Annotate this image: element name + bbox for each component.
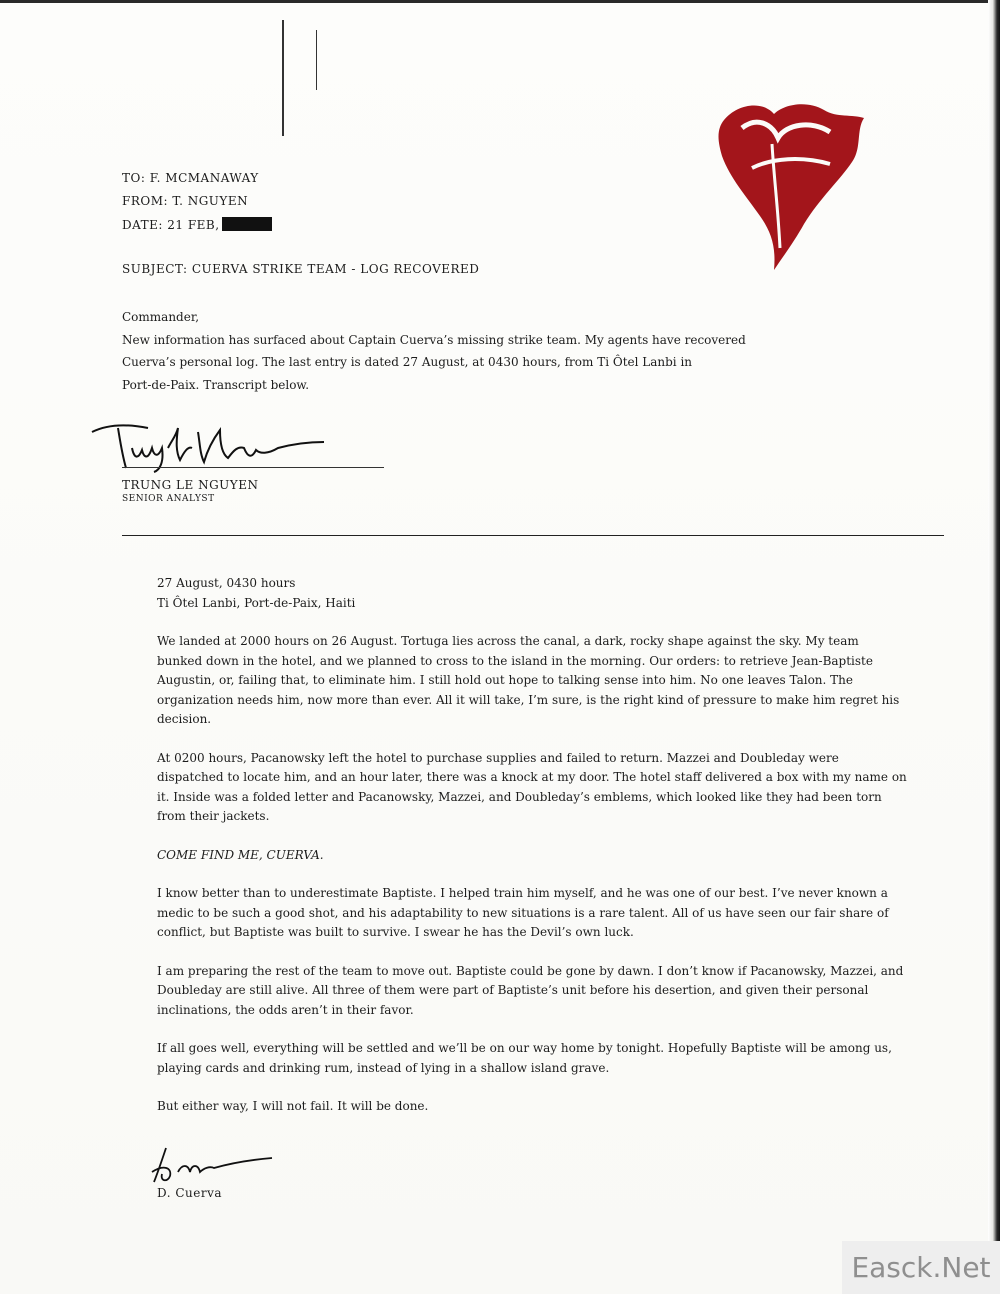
log-paragraph: But either way, I will not fail. It will be done. <box>157 1099 429 1113</box>
memo-body-line: New information has surfaced about Captain Cuerva’s missing strike team. My agents have recovered <box>122 332 746 347</box>
talon-emblem-icon <box>712 98 872 273</box>
memo-body <box>122 306 822 396</box>
nguyen-signature <box>88 418 328 474</box>
log-transcript <box>157 574 907 1117</box>
log-paragraph: I know better than to underestimate Baptiste. I helped train him myself, and he was one of our best. I’ve never known a medic to be such a good shot, and his adaptability to new situations is a rare talent. All of us have seen our fair share of conflict, but Baptiste was built to survive. I swear he has the Devil’s own luck. <box>157 886 889 939</box>
log-paragraph: I am preparing the rest of the team to move out. Baptiste could be gone by dawn. I don’t know if Pacanowsky, Mazzei, and Doubleday are still alive. All three of them were part of Baptiste’s unit before his desertion, and given their personal inclinations, the odds aren’t in their favor. <box>157 963 904 1017</box>
log-paragraph: At 0200 hours, Pacanowsky left the hotel to purchase supplies and failed to return. Mazzei and Doubleday were dispatched to locate him, and an hour later, there was a knock at my door. The hotel staff delivered a box with my name on it. Inside was a folded letter and Pacanowsky, Mazzei, and Doubleday’s emblems, which looked like they had been torn from their jackets. <box>157 750 907 823</box>
memo-body-line: Cuerva’s personal log. The last entry is dated 27 August, at 0430 hours, from Ti Ôtel Lanbi in <box>122 355 693 369</box>
signature-line <box>122 467 384 468</box>
memo-salutation: Commander, <box>122 310 200 324</box>
memo-body-line: Port-de-Paix. Transcript below. <box>122 377 310 392</box>
log-location: Ti Ôtel Lanbi, Port-de-Paix, Haiti <box>157 595 356 610</box>
cuerva-signature <box>148 1138 278 1186</box>
log-signer: D. Cuerva <box>157 1186 223 1200</box>
memo-subject: SUBJECT: CUERVA STRIKE TEAM - LOG RECOVERED <box>122 262 480 276</box>
watermark: Easck.Net <box>842 1241 1000 1294</box>
log-paragraph: If all goes well, everything will be settled and we’ll be on our way home by tonight. Hopefully Baptiste will be among us, playing cards and drinking rum, instead of lying in a shallow island grave. <box>157 1041 892 1075</box>
staple-mark <box>282 20 284 136</box>
memo-date-row <box>122 217 272 232</box>
section-divider <box>122 535 944 536</box>
scan-right-edge <box>988 0 1000 1294</box>
redaction-block <box>222 217 272 231</box>
memo-date: DATE: 21 FEB, <box>122 218 220 232</box>
staple-mark <box>316 30 317 90</box>
signer-title: SENIOR ANALYST <box>122 494 215 504</box>
log-paragraph-quote: COME FIND ME, CUERVA. <box>157 847 324 862</box>
log-date: 27 August, 0430 hours <box>157 576 296 590</box>
scan-top-edge <box>0 0 1000 3</box>
memo-from: FROM: T. NGUYEN <box>122 194 249 208</box>
memo-to: TO: F. MCMANAWAY <box>122 171 259 185</box>
log-paragraph: We landed at 2000 hours on 26 August. Tortuga lies across the canal, a dark, rocky shape against the sky. My team bunked down in the hotel, and we planned to cross to the island in the morning. Our orders: to retrieve Jean-Baptiste Augustin, or, failing that, to eliminate him. I still hold out hope to talking sense into him. No one leaves Talon. The organization needs him, now more than ever. All it will take, I’m sure, is the right kind of pressure to make him regret his decision. <box>157 634 900 726</box>
signer-name: TRUNG LE NGUYEN <box>122 478 259 492</box>
